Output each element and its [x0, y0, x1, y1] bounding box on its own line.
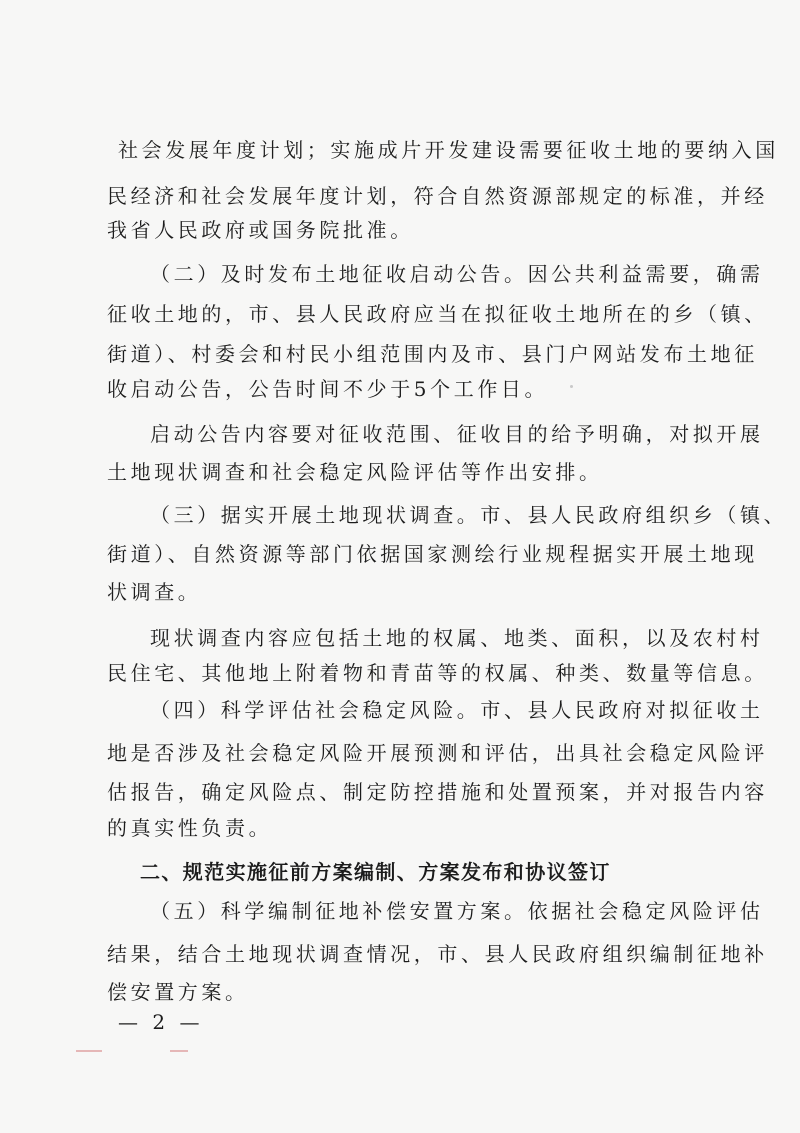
survey-paragraph-line-2: 民住宅、其他地上附着物和青苗等的权属、种类、数量等信息。: [107, 661, 768, 685]
section-2-line-2: 征收土地的，市、县人民政府应当在拟征收土地所在的乡（镇、: [107, 302, 768, 326]
section-5-line-2: 结果，结合土地现状调查情况，市、县人民政府组织编制征地补: [107, 942, 768, 966]
section-4-line-3: 估报告，确定风险点、制定防控措施和处置预案，并对报告内容: [107, 780, 768, 804]
paragraph-1-line-3: 我省人民政府或国务院批准。: [107, 218, 414, 242]
section-3-line-2: 街道）、自然资源等部门依据国家测绘行业规程据实开展土地现: [107, 542, 758, 566]
section-2-line-4: 收启动公告，公告时间不少于5个工作日。: [107, 377, 549, 401]
section-5-line-3: 偿安置方案。: [107, 980, 249, 1004]
section-4-line-1: （四）科学评估社会稳定风险。市、县人民政府对拟征收土: [150, 698, 764, 722]
section-5-line-1: （五）科学编制征地补偿安置方案。依据社会稳定风险评估: [150, 899, 764, 923]
scan-red-mark: [76, 1050, 102, 1052]
paragraph-1-line-1: 社会发展年度计划；实施成片开发建设需要征收土地的要纳入国: [118, 138, 779, 162]
announcement-paragraph-line-2: 土地现状调查和社会稳定风险评估等作出安排。: [107, 460, 603, 484]
survey-paragraph-line-1: 现状调查内容应包括土地的权属、地类、面积，以及农村村: [150, 626, 764, 650]
page-number: — 2 —: [118, 1010, 204, 1034]
section-2-line-1: （二）及时发布土地征收启动公告。因公共利益需要，确需: [150, 262, 764, 286]
section-4-line-2: 地是否涉及社会稳定风险开展预测和评估，出具社会稳定风险评: [107, 741, 768, 765]
scan-red-mark: [170, 1050, 188, 1052]
paragraph-1-line-2: 民经济和社会发展年度计划，符合自然资源部规定的标准，并经: [107, 184, 768, 208]
section-4-line-4: 的真实性负责。: [107, 816, 273, 840]
section-3-line-3: 状调查。: [107, 580, 202, 604]
announcement-paragraph-line-1: 启动公告内容要对征收范围、征收目的给予明确，对拟开展: [150, 422, 764, 446]
scan-speck: [570, 385, 573, 388]
section-2-line-3: 街道）、村委会和村民小组范围内及市、县门户网站发布土地征: [107, 342, 758, 366]
section-3-line-1: （三）据实开展土地现状调查。市、县人民政府组织乡（镇、: [150, 503, 788, 527]
chapter-2-heading: 二、规范实施征前方案编制、方案发布和协议签订: [140, 860, 611, 884]
